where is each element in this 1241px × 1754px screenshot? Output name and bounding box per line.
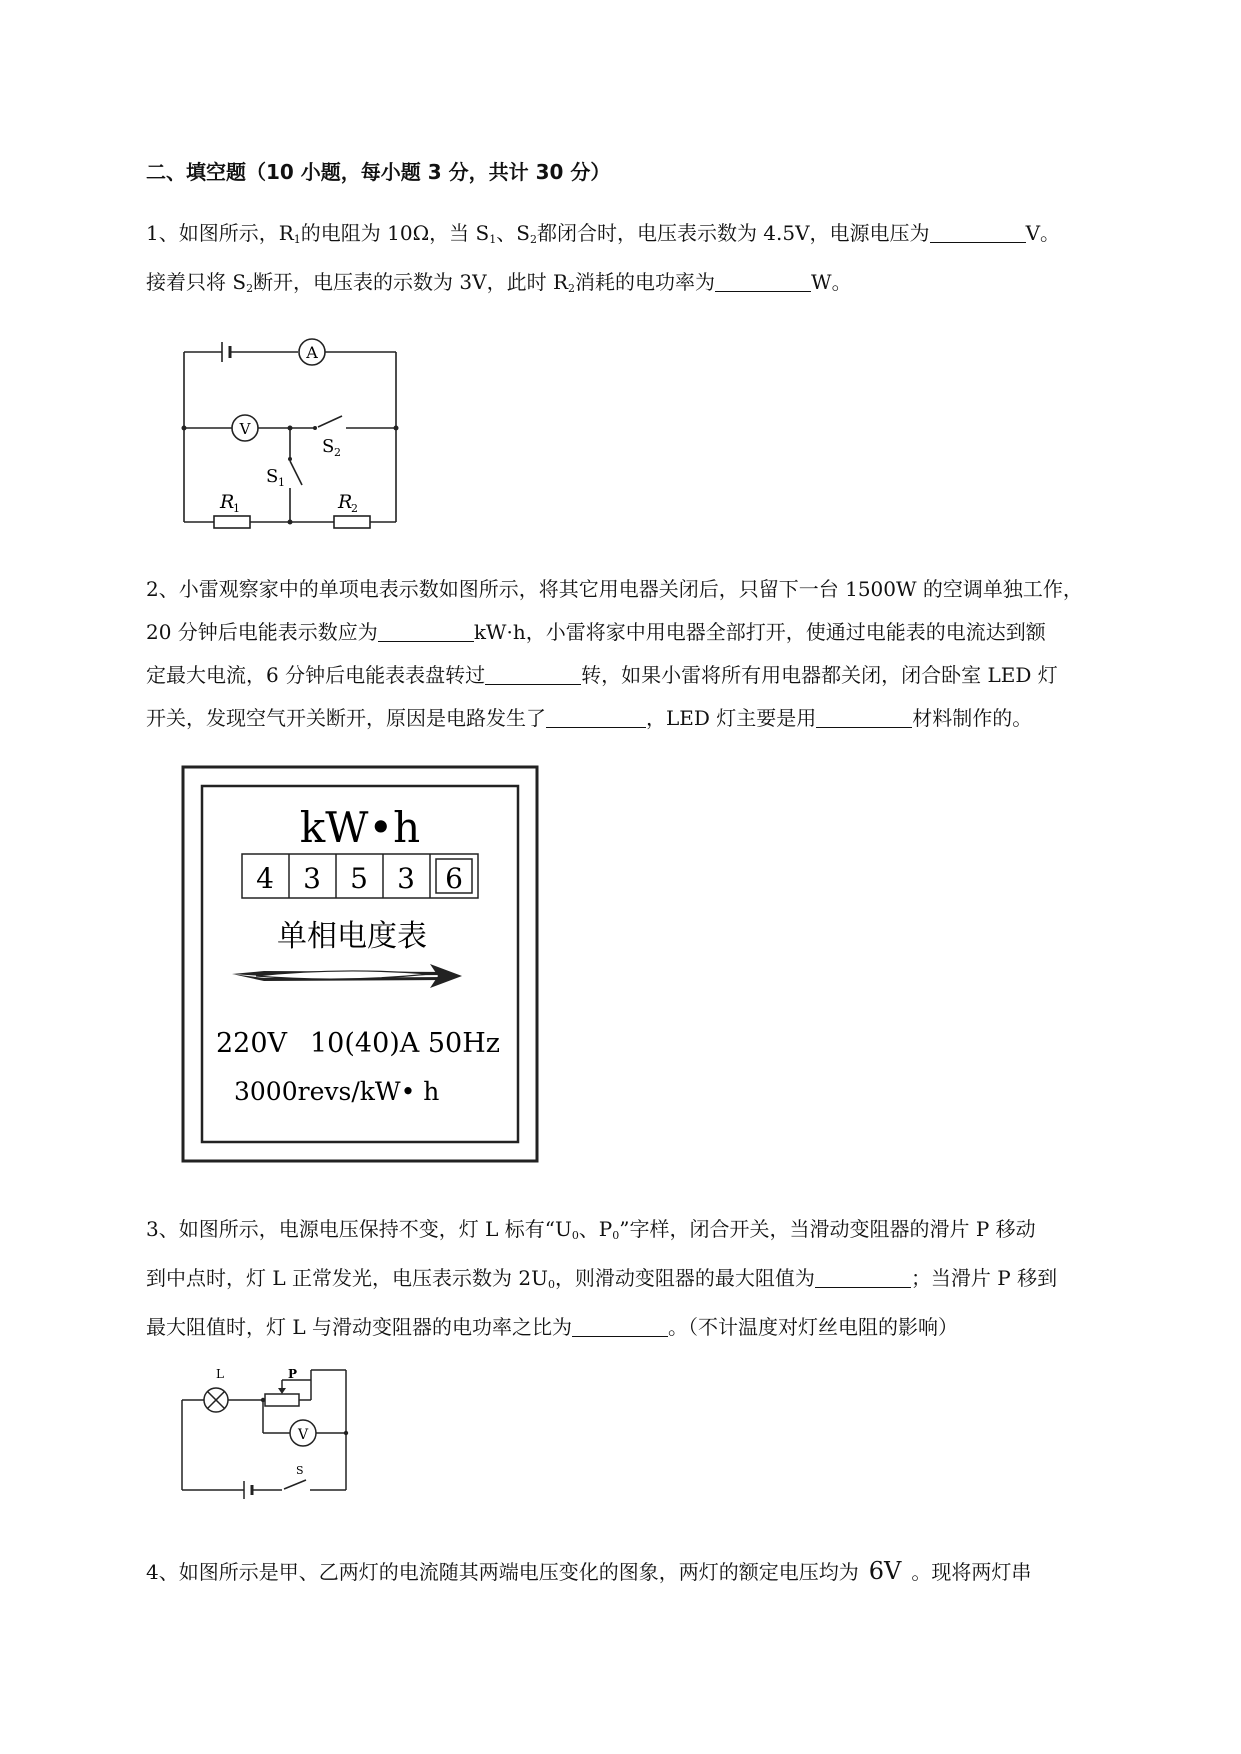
q1-text: 的电阻为 10Ω，当 S: [300, 221, 490, 245]
meter-digit: 6: [445, 862, 463, 895]
switch-label: S: [296, 1464, 304, 1477]
q3-text: 如图所示，电源电压保持不变，灯 L 标有“U: [178, 1217, 572, 1241]
r2-sub: 2: [351, 502, 358, 515]
subscript: 2: [246, 282, 254, 295]
answer-blank-3[interactable]: [378, 619, 474, 642]
answer-blank-5[interactable]: [546, 705, 646, 728]
s1-sub: 1: [278, 476, 285, 489]
answer-blank-6[interactable]: [816, 705, 912, 728]
question-4: [146, 1550, 1146, 1594]
answer-blank-4[interactable]: [485, 662, 581, 685]
subscript: 1: [293, 233, 301, 246]
q3-text: 、P: [578, 1217, 613, 1241]
q2-text: 转，如果小雷将所有用电器都关闭，闭合卧室 LED 灯: [581, 663, 1058, 687]
s2-sub: 2: [334, 446, 341, 459]
q3-text: 到中点时，灯 L 正常发光，电压表示数为 2U: [146, 1266, 548, 1290]
q3-number: 3、: [146, 1217, 179, 1241]
voltmeter-label: V: [297, 1427, 309, 1443]
r1-label: R: [220, 491, 235, 513]
q1-text: 都闭合时，电压表示数为 4.5V，电源电压为: [536, 221, 930, 245]
q1-number: 1、: [146, 221, 179, 245]
q3-text: ，则滑动变阻器的最大阻值为: [554, 1266, 815, 1290]
subscript: 1: [489, 233, 497, 246]
lamp-label: L: [216, 1367, 224, 1381]
resistor-r1: [214, 516, 250, 528]
rheostat-icon: [265, 1394, 299, 1406]
q3-text: ；当滑片 P 移到: [910, 1266, 1058, 1290]
question-2: [146, 568, 1146, 740]
meter-digit: 3: [397, 862, 415, 895]
q4-text: 。现将两灯串: [911, 1560, 1032, 1584]
voltmeter-label: V: [239, 420, 251, 438]
section-title: 二、填空题（10 小题，每小题 3 分，共计 30 分）: [146, 160, 611, 184]
q4-text: 如图所示是甲、乙两灯的电流随其两端电压变化的图象，两灯的额定电压均为: [178, 1560, 859, 1584]
q4-number: 4、: [146, 1560, 179, 1584]
meter-voltage: 220V: [216, 1028, 288, 1059]
subscript: 2: [568, 282, 576, 295]
subscript: 2: [529, 233, 537, 246]
q1-text: V。: [1025, 221, 1061, 245]
q2-text: 20 分钟后电能表示数应为: [146, 620, 378, 644]
s2-label: S: [322, 436, 335, 457]
q3-text: 。（不计温度对灯丝电阻的影响）: [668, 1315, 958, 1339]
q2-text: 小雷观察家中的单项电表示数如图所示，将其它用电器关闭后，只留下一台 1500W 的空调单独工作，: [178, 577, 1083, 601]
answer-blank-7[interactable]: [815, 1265, 911, 1288]
q2-text: 材料制作的。: [912, 706, 1033, 730]
q3-text: 最大阻值时，灯 L 与滑动变阻器的电功率之比为: [146, 1315, 572, 1339]
q1-text: W。: [811, 270, 852, 294]
s1-label: S: [266, 466, 279, 487]
switch-icon: [284, 1480, 306, 1489]
circuit-diagram-3: [170, 1350, 370, 1500]
meter-digit: 3: [303, 862, 321, 895]
subscript: 0: [571, 1229, 579, 1242]
q1-text: 断开，电压表的示数为 3V，此时 R: [253, 270, 569, 294]
q2-number: 2、: [146, 577, 179, 601]
ammeter-label: A: [306, 343, 318, 362]
q1-text: 、S: [496, 221, 530, 245]
q2-text: kW·h，小雷将家中用电器全部打开，使通过电能表的电流达到额: [473, 620, 1046, 644]
q1-text: 消耗的电功率为: [575, 270, 716, 294]
meter-digit: 4: [256, 862, 274, 895]
q1-text: 接着只将 S: [146, 270, 247, 294]
q2-text: ，LED 灯主要是用: [646, 706, 817, 730]
slider-label: P: [288, 1367, 298, 1381]
q2-text: 开关，发现空气开关断开，原因是电路发生了: [146, 706, 546, 730]
electricity-meter-figure: [180, 764, 540, 1164]
subscript: 0: [547, 1278, 555, 1291]
question-1: [146, 212, 1146, 310]
answer-blank-8[interactable]: [572, 1314, 668, 1337]
meter-unit: kW•h: [299, 803, 421, 852]
switch-s1: [290, 461, 302, 485]
r2-label: R: [338, 491, 353, 513]
q1-text: 如图所示，R: [178, 221, 294, 245]
meter-name: 单相电度表: [277, 919, 427, 954]
meter-current-freq: 10(40)A 50Hz: [310, 1028, 500, 1059]
switch-s2: [318, 416, 342, 427]
r1-sub: 1: [233, 502, 240, 515]
q3-text: ”字样，闭合开关，当滑动变阻器的滑片 P 移动: [619, 1217, 1036, 1241]
meter-constant: 3000revs/kW• h: [234, 1077, 440, 1106]
question-3: [146, 1208, 1146, 1349]
answer-blank-2[interactable]: [715, 269, 811, 292]
meter-digit: 5: [350, 862, 368, 895]
q2-text: 定最大电流，6 分钟后电能表表盘转过: [146, 663, 486, 687]
subscript: 0: [612, 1229, 620, 1242]
answer-blank-1[interactable]: [930, 220, 1026, 243]
rated-voltage: 6V: [868, 1557, 902, 1585]
resistor-r2: [334, 516, 370, 528]
circuit-diagram-1: [170, 330, 410, 530]
